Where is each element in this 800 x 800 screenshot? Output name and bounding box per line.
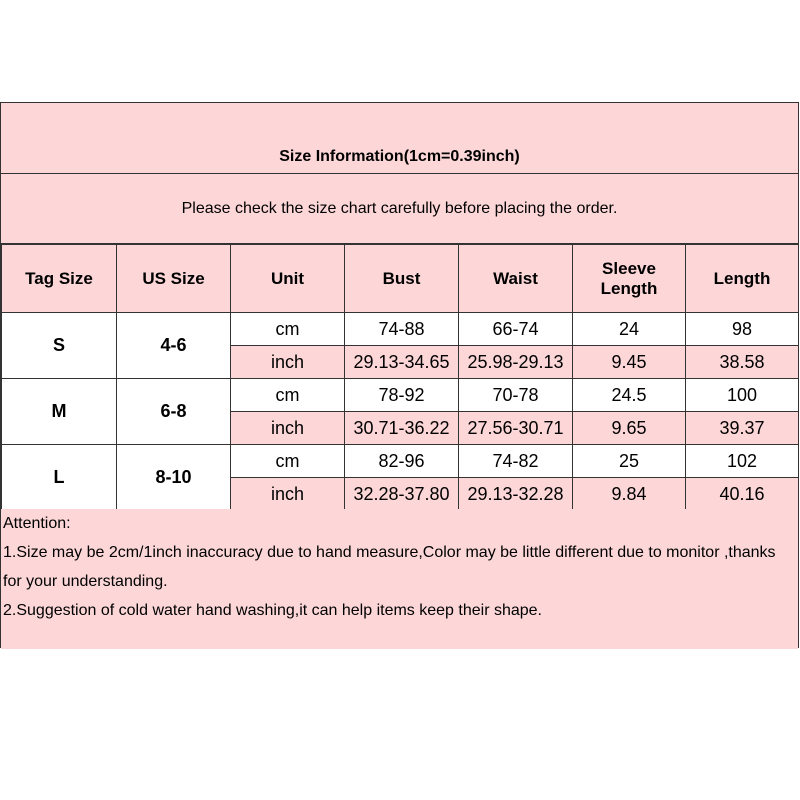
attention-line-1: 1.Size may be 2cm/1inch inaccuracy due to hand measure,Color may be little different due to monitor ,thanks for your understanding. xyxy=(3,544,776,590)
sleeve-cell: 9.65 xyxy=(573,412,686,445)
chart-subtitle: Please check the size chart carefully before placing the order. xyxy=(1,174,798,244)
header-unit: Unit xyxy=(231,245,345,313)
sleeve-cell: 24 xyxy=(573,313,686,346)
bust-cell: 32.28-37.80 xyxy=(345,478,459,511)
waist-cell: 70-78 xyxy=(459,379,573,412)
bust-cell: 82-96 xyxy=(345,445,459,478)
length-cell: 40.16 xyxy=(686,478,799,511)
size-chart xyxy=(0,102,799,648)
size-table xyxy=(1,244,799,511)
attention-notes xyxy=(1,509,798,649)
header-waist: Waist xyxy=(459,245,573,313)
length-cell: 38.58 xyxy=(686,346,799,379)
tag-size-cell: S xyxy=(2,313,117,379)
unit-cell: inch xyxy=(231,412,345,445)
waist-cell: 74-82 xyxy=(459,445,573,478)
table-header-row xyxy=(2,245,799,313)
attention-line-2: 2.Suggestion of cold water hand washing,it can help items keep their shape. xyxy=(3,602,542,619)
bust-cell: 29.13-34.65 xyxy=(345,346,459,379)
header-sleeve-length: Sleeve Length xyxy=(573,245,686,313)
header-length: Length xyxy=(686,245,799,313)
length-cell: 39.37 xyxy=(686,412,799,445)
attention-heading: Attention: xyxy=(3,515,71,532)
sleeve-cell: 9.45 xyxy=(573,346,686,379)
table-row xyxy=(2,379,799,412)
header-bust: Bust xyxy=(345,245,459,313)
sleeve-cell: 24.5 xyxy=(573,379,686,412)
header-tag-size: Tag Size xyxy=(2,245,117,313)
waist-cell: 25.98-29.13 xyxy=(459,346,573,379)
length-cell: 100 xyxy=(686,379,799,412)
waist-cell: 66-74 xyxy=(459,313,573,346)
us-size-cell: 6-8 xyxy=(117,379,231,445)
table-row xyxy=(2,445,799,478)
us-size-cell: 4-6 xyxy=(117,313,231,379)
sleeve-cell: 25 xyxy=(573,445,686,478)
bust-cell: 74-88 xyxy=(345,313,459,346)
bust-cell: 78-92 xyxy=(345,379,459,412)
header-us-size: US Size xyxy=(117,245,231,313)
tag-size-cell: L xyxy=(2,445,117,511)
waist-cell: 27.56-30.71 xyxy=(459,412,573,445)
bust-cell: 30.71-36.22 xyxy=(345,412,459,445)
waist-cell: 29.13-32.28 xyxy=(459,478,573,511)
chart-title: Size Information(1cm=0.39inch) xyxy=(1,103,798,174)
tag-size-cell: M xyxy=(2,379,117,445)
unit-cell: inch xyxy=(231,478,345,511)
unit-cell: inch xyxy=(231,346,345,379)
sleeve-cell: 9.84 xyxy=(573,478,686,511)
table-row xyxy=(2,313,799,346)
length-cell: 98 xyxy=(686,313,799,346)
unit-cell: cm xyxy=(231,445,345,478)
unit-cell: cm xyxy=(231,313,345,346)
length-cell: 102 xyxy=(686,445,799,478)
unit-cell: cm xyxy=(231,379,345,412)
us-size-cell: 8-10 xyxy=(117,445,231,511)
